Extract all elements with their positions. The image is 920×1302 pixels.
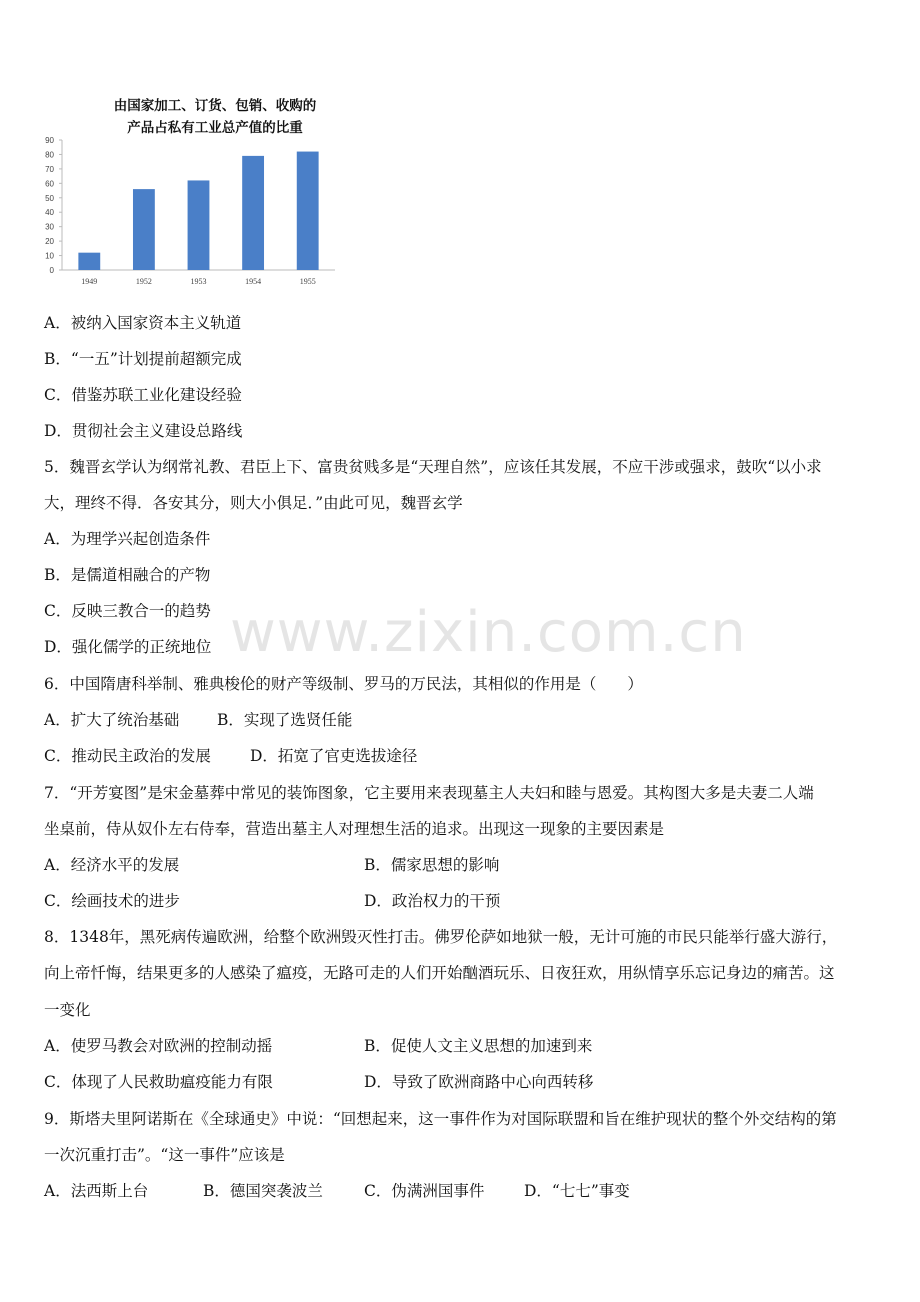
y-tick-label: 70	[45, 164, 54, 174]
q4-option-a[interactable]: A．被纳入国家资本主义轨道	[44, 314, 242, 332]
chart-title-line2: 产品占私有工业总产值的比重	[127, 120, 303, 136]
y-tick-label: 20	[45, 237, 54, 247]
q8-option-a[interactable]: A．使罗马教会对欧洲的控制动摇	[44, 1037, 273, 1055]
chart-plot	[30, 132, 340, 292]
q8-option-d[interactable]: D．导致了欧洲商路中心向西转移	[364, 1073, 594, 1091]
q6-option-c[interactable]: C．推动民主政治的发展	[44, 747, 211, 765]
x-tick-label: 1952	[135, 277, 152, 286]
x-tick-label: 1954	[245, 277, 262, 286]
q9-option-d[interactable]: D．“七七”事变	[524, 1182, 630, 1200]
q9-stem-line1: 9．斯塔夫里阿诺斯在《全球通史》中说：“回想起来，这一事件作为对国际联盟和旨在维护现状的整个外交结构的第	[44, 1110, 837, 1128]
q6-stem: 6．中国隋唐科举制、雅典梭伦的财产等级制、罗马的万民法，其相似的作用是（ ）	[44, 675, 643, 693]
q5-stem-line1: 5．魏晋玄学认为纲常礼教、君臣上下、富贵贫贱多是“天理自然”，应该任其发展，不应干涉或强求，鼓吹“以小求	[44, 458, 822, 476]
q4-option-d[interactable]: D．贯彻社会主义建设总路线	[44, 422, 243, 440]
q7-option-b[interactable]: B．儒家思想的影响	[364, 856, 500, 874]
q6-option-b[interactable]: B．实现了选贤任能	[217, 711, 353, 729]
q9-option-a[interactable]: A．法西斯上台	[44, 1182, 149, 1200]
q8-option-b[interactable]: B．促使人文主义思想的加速到来	[364, 1037, 593, 1055]
bar	[188, 180, 210, 270]
x-tick-label: 1953	[190, 277, 207, 286]
chart-title-line1: 由国家加工、订货、包销、收购的	[113, 98, 317, 114]
y-tick-label: 60	[45, 179, 54, 189]
bar-chart	[30, 92, 340, 292]
q8-stem-line3: 一变化	[44, 1001, 91, 1019]
y-tick-label: 40	[45, 208, 54, 218]
q8-stem-line1: 8．1348年，黑死病传遍欧洲，给整个欧洲毁灭性打击。佛罗伦萨如地狱一般，无计可施的市民只能举行盛大游行，	[44, 928, 838, 946]
q7-option-c[interactable]: C．绘画技术的进步	[44, 892, 180, 910]
q9-stem-line2: 一次沉重打击”。“这一事件”应该是	[44, 1146, 285, 1164]
q9-option-b[interactable]: B．德国突袭波兰	[203, 1182, 323, 1200]
bar	[242, 156, 264, 270]
y-tick-label: 0	[49, 266, 54, 275]
q8-option-c[interactable]: C．体现了人民救助瘟疫能力有限	[44, 1073, 273, 1091]
y-tick-label: 10	[45, 251, 54, 261]
bar	[133, 189, 155, 270]
watermark: www.zixin.com.cn	[230, 600, 747, 665]
y-tick-label: 90	[45, 136, 54, 145]
q6-option-a[interactable]: A．扩大了统治基础	[44, 711, 180, 729]
y-tick-label: 50	[45, 193, 54, 203]
q5-option-b[interactable]: B．是儒道相融合的产物	[44, 566, 211, 584]
y-tick-label: 30	[45, 222, 54, 232]
x-tick-label: 1949	[81, 277, 98, 286]
x-tick-label: 1955	[299, 277, 316, 286]
q4-option-c[interactable]: C．借鉴苏联工业化建设经验	[44, 386, 242, 404]
q5-option-a[interactable]: A．为理学兴起创造条件	[44, 530, 211, 548]
q9-option-c[interactable]: C．伪满洲国事件	[364, 1182, 485, 1200]
q8-stem-line2: 向上帝忏悔，结果更多的人感染了瘟疫，无路可走的人们开始酗酒玩乐、日夜狂欢，用纵情享乐忘记身边的痛苦。这	[44, 964, 835, 982]
y-tick-label: 80	[45, 150, 54, 160]
q5-option-c[interactable]: C．反映三教合一的趋势	[44, 602, 211, 620]
q4-option-b[interactable]: B．“一五”计划提前超额完成	[44, 350, 242, 368]
q6-option-d[interactable]: D．拓宽了官吏选拔途径	[250, 747, 418, 765]
q5-option-d[interactable]: D．强化儒学的正统地位	[44, 638, 212, 656]
q7-stem-line1: 7．“开芳宴图”是宋金墓葬中常见的装饰图象，它主要用来表现墓主人夫妇和睦与恩爱。其构图大多是夫妻二人端	[44, 784, 814, 802]
q7-stem-line2: 坐桌前，侍从奴仆左右侍奉，营造出墓主人对理想生活的追求。出现这一现象的主要因素是	[44, 820, 665, 838]
q7-option-a[interactable]: A．经济水平的发展	[44, 856, 180, 874]
bar	[297, 152, 319, 270]
q7-option-d[interactable]: D．政治权力的干预	[364, 892, 501, 910]
q5-stem-line2: 大，理终不得．各安其分，则大小俱足．”由此可见，魏晋玄学	[44, 494, 463, 512]
bar	[78, 253, 100, 270]
